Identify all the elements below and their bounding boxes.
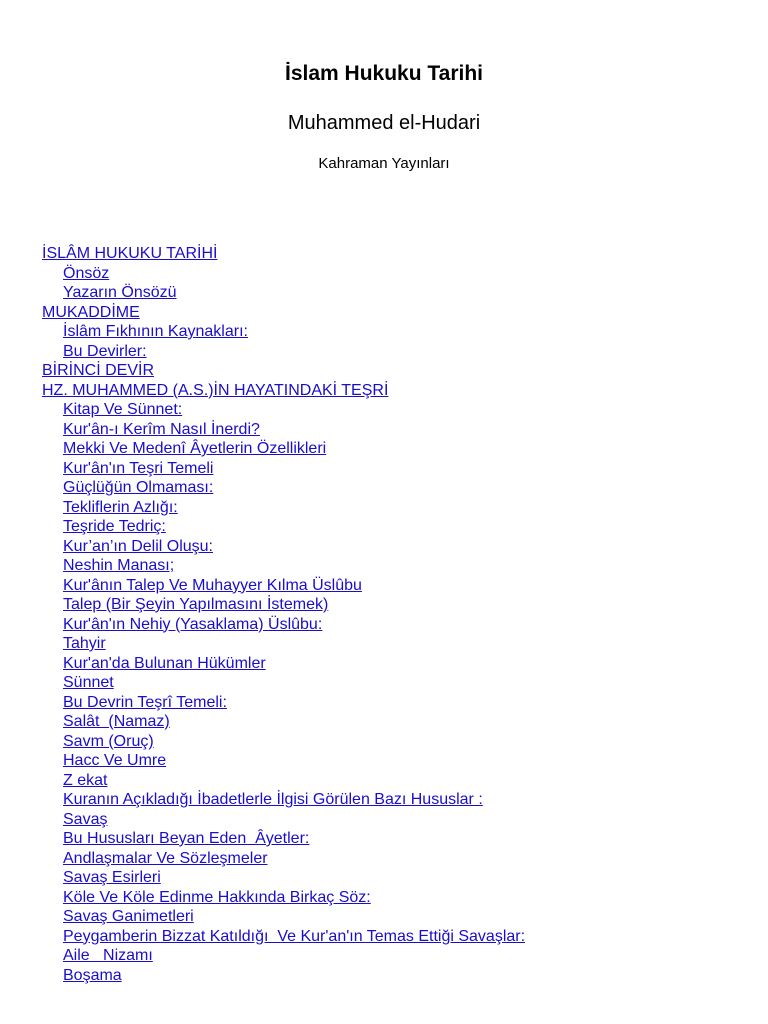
toc-item <box>42 693 742 713</box>
toc-link[interactable]: Tekliflerin Azlığı: <box>63 498 178 516</box>
toc-link[interactable]: Mekki Ve Medenî Âyetlerin Özellikleri <box>63 440 327 457</box>
toc-link[interactable]: Savm (Oruç) <box>63 732 154 750</box>
toc-link[interactable]: Güçlüğün Olmaması: <box>63 479 214 496</box>
toc-item <box>42 790 742 810</box>
toc-item <box>42 927 742 947</box>
toc-item <box>42 888 742 908</box>
toc-item <box>42 810 742 830</box>
toc-link[interactable]: Z ekat <box>63 771 108 789</box>
toc-link[interactable]: Savaş Esirleri <box>63 869 161 886</box>
toc-link[interactable]: Yazarın Önsözü <box>63 284 177 301</box>
toc-link[interactable]: Bu Devrin Teşrî Temeli: <box>63 693 227 711</box>
toc-item <box>42 400 742 420</box>
toc-item <box>42 420 742 440</box>
toc-link[interactable]: Kitap Ve Sünnet: <box>63 401 183 418</box>
toc-link[interactable]: Peygamberin Bizzat Katıldığı Ve Kur'an'ın Temas Ettiği Savaşlar: <box>63 927 526 945</box>
toc-item <box>42 537 742 557</box>
toc-link[interactable]: Kur'ân-ı Kerîm Nasıl İnerdi? <box>63 420 260 438</box>
toc-item <box>42 459 742 479</box>
toc-link[interactable]: Sünnet <box>63 674 114 691</box>
toc-link[interactable]: Savaş <box>63 810 108 828</box>
toc-item <box>42 849 742 869</box>
toc-item <box>42 712 742 732</box>
toc-link[interactable]: Kur'ân'ın Nehiy (Yasaklama) Üslûbu: <box>63 615 323 633</box>
toc-item <box>42 595 742 615</box>
toc-item <box>42 498 742 518</box>
toc-link[interactable]: Neshin Manası; <box>63 557 175 574</box>
toc-link[interactable]: İSLÂM HUKUKU TARİHİ <box>42 245 218 262</box>
toc-item <box>42 361 742 381</box>
toc-item <box>42 322 742 342</box>
toc-link[interactable]: Bu Devirler: <box>63 342 147 360</box>
toc-link[interactable]: Hacc Ve Umre <box>63 752 167 769</box>
toc-item <box>42 478 742 498</box>
book-title: İslam Hukuku Tarihi <box>285 62 483 85</box>
toc-link[interactable]: Köle Ve Köle Edinme Hakkında Birkaç Söz: <box>63 888 371 906</box>
toc-link[interactable]: İslâm Fıkhının Kaynakları: <box>63 323 248 340</box>
toc-link[interactable]: Kur'ân'ın Teşri Temeli <box>63 459 214 477</box>
toc-item <box>42 303 742 323</box>
toc-link[interactable]: BİRİNCİ DEVİR <box>42 362 155 379</box>
toc-link[interactable]: Kur’an’ın Delil Oluşu: <box>63 537 213 555</box>
toc-item <box>42 283 742 303</box>
toc-item <box>42 615 742 635</box>
toc-link[interactable]: HZ. MUHAMMED (A.S.)İN HAYATINDAKİ TEŞRİ <box>42 381 389 399</box>
toc-item <box>42 634 742 654</box>
toc-item <box>42 439 742 459</box>
toc-link[interactable]: Talep (Bir Şeyin Yapılmasını İstemek) <box>63 596 329 613</box>
toc-link[interactable]: Bu Hususları Beyan Eden Âyetler: <box>63 830 310 847</box>
book-author: Muhammed el-Hudari <box>287 112 481 134</box>
toc-link[interactable]: Kur'an'da Bulunan Hükümler <box>63 654 266 672</box>
toc-item <box>42 556 742 576</box>
toc-item <box>42 654 742 674</box>
toc-link[interactable]: Aile Nizamı <box>63 947 153 964</box>
toc-item <box>42 771 742 791</box>
book-publisher: Kahraman Yayınları <box>318 155 450 172</box>
toc-link[interactable]: Kuranın Açıkladığı İbadetlerle İlgisi Görülen Bazı Hususlar : <box>63 791 483 808</box>
toc-item <box>42 829 742 849</box>
toc-link[interactable]: MUKADDİME <box>42 303 140 321</box>
toc-link[interactable]: Andlaşmalar Ve Sözleşmeler <box>63 849 268 867</box>
toc-link[interactable]: Kur'ânın Talep Ve Muhayyer Kılma Üslûbu <box>63 576 362 594</box>
toc-item <box>42 946 742 966</box>
toc-item <box>42 907 742 927</box>
toc-item <box>42 576 742 596</box>
toc-item <box>42 244 742 264</box>
toc-item <box>42 673 742 693</box>
toc-item <box>42 517 742 537</box>
toc-link[interactable]: Tahyir <box>63 635 106 652</box>
toc-item <box>42 732 742 752</box>
table-of-contents <box>42 244 742 985</box>
toc-item <box>42 381 742 401</box>
toc-link[interactable]: Teşride Tedriç: <box>63 518 166 535</box>
toc-item <box>42 342 742 362</box>
toc-link[interactable]: Önsöz <box>63 264 110 282</box>
toc-link[interactable]: Boşama <box>63 966 122 984</box>
toc-item <box>42 264 742 284</box>
toc-item <box>42 868 742 888</box>
toc-item <box>42 966 742 986</box>
toc-link[interactable]: Salât (Namaz) <box>63 713 170 730</box>
toc-item <box>42 751 742 771</box>
toc-link[interactable]: Savaş Ganimetleri <box>63 908 194 925</box>
